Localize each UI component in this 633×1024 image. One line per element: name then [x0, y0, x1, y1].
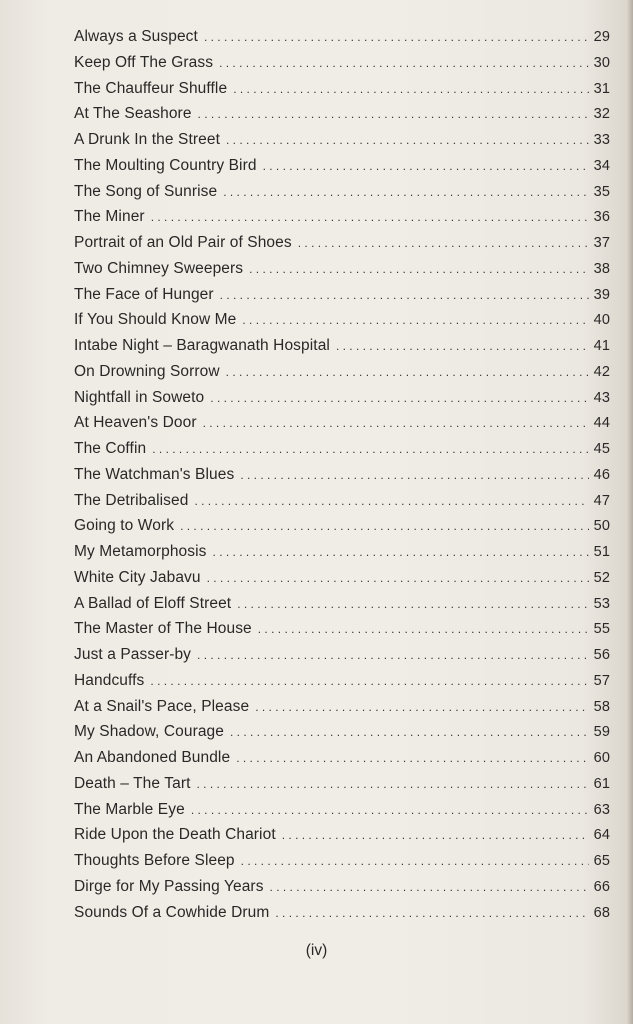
toc-entry [74, 569, 610, 595]
dot-leader [282, 828, 589, 842]
dot-leader [207, 571, 589, 585]
entry-page-number: 31 [593, 80, 610, 97]
entry-title: On Drowning Sorrow [74, 362, 220, 380]
dot-leader [270, 880, 589, 894]
toc-entry [74, 672, 610, 698]
entry-title: At a Snail's Pace, Please [74, 697, 250, 715]
toc-entry [74, 105, 610, 131]
entry-title: White City Jabavu [74, 568, 201, 586]
entry-page-number: 52 [593, 569, 610, 586]
entry-page-number: 68 [593, 904, 610, 921]
entry-page-number: 41 [593, 338, 610, 354]
toc-entry [74, 286, 610, 312]
dot-leader [226, 133, 589, 147]
entry-page-number: 57 [593, 672, 610, 689]
entry-page-number: 66 [593, 878, 610, 895]
dot-leader [203, 416, 589, 430]
toc-entry [74, 208, 610, 234]
toc-entry [74, 517, 610, 543]
toc-entry [74, 852, 610, 878]
toc-entry [74, 723, 610, 749]
dot-leader [263, 159, 589, 173]
dot-leader [233, 82, 589, 96]
entry-title: The Watchman's Blues [74, 465, 235, 483]
toc-entry [74, 234, 610, 260]
entry-title: Nightfall in Soweto [74, 388, 205, 406]
toc-entry [74, 363, 610, 389]
toc-entry [74, 389, 610, 415]
dot-leader [197, 777, 590, 791]
entry-page-number: 64 [593, 827, 610, 844]
entry-title: The Miner [74, 208, 145, 226]
toc-entry [74, 878, 610, 904]
entry-page-number: 32 [593, 106, 610, 123]
entry-title: Sounds Of a Cowhide Drum [74, 903, 270, 921]
entry-title: Dirge for My Passing Years [74, 877, 264, 895]
entry-title: The Chauffeur Shuffle [74, 79, 228, 97]
entry-title: The Detribalised [74, 491, 189, 509]
toc-entry [74, 260, 610, 286]
entry-title: Death – The Tart [74, 774, 191, 792]
entry-page-number: 56 [593, 647, 610, 663]
entry-page-number: 43 [593, 389, 610, 406]
toc-entry [74, 492, 610, 518]
entry-page-number: 50 [593, 518, 610, 535]
entry-page-number: 55 [593, 621, 610, 638]
page-number: (iv) [305, 942, 328, 959]
entry-title: Always a Suspect [74, 28, 198, 45]
entry-page-number: 37 [593, 235, 610, 251]
entry-page-number: 61 [593, 775, 610, 792]
dot-leader [275, 906, 589, 920]
toc-entry [74, 904, 610, 930]
entry-title: Two Chimney Sweepers [74, 259, 244, 277]
entry-page-number: 35 [593, 183, 610, 200]
dot-leader [151, 210, 589, 224]
toc-entry [74, 466, 610, 492]
dot-leader [336, 339, 589, 353]
toc-entry [74, 311, 610, 337]
toc-entry [74, 54, 610, 80]
toc-entry [74, 826, 610, 852]
dot-leader [255, 700, 589, 714]
dot-leader [180, 519, 589, 533]
entry-title: The Coffin [74, 440, 147, 457]
dot-leader [226, 365, 589, 379]
entry-page-number: 60 [593, 750, 610, 766]
dot-leader [242, 313, 589, 327]
entry-page-number: 38 [593, 260, 610, 277]
dot-leader [240, 468, 589, 482]
entry-title: Thoughts Before Sleep [74, 852, 235, 869]
entry-page-number: 58 [593, 698, 610, 715]
entry-title: If You Should Know Me [74, 311, 237, 329]
toc-entry [74, 80, 610, 106]
entry-page-number: 33 [593, 132, 610, 148]
entry-title: Intabe Night – Baragwanath Hospital [74, 337, 330, 354]
entry-page-number: 44 [593, 415, 610, 432]
entry-page-number: 53 [593, 595, 610, 612]
entry-title: The Song of Sunrise [74, 182, 218, 200]
entry-page-number: 39 [593, 286, 610, 303]
dot-leader [220, 288, 589, 302]
entry-title: At The Seashore [74, 105, 192, 123]
entry-title: A Ballad of Eloff Street [74, 594, 232, 612]
toc-entry [74, 620, 610, 646]
entry-page-number: 46 [593, 466, 610, 483]
entry-title: The Moulting Country Bird [74, 156, 257, 174]
toc-entry [74, 440, 610, 466]
dot-leader [223, 185, 589, 199]
dot-leader [191, 803, 589, 817]
dot-leader [298, 236, 589, 250]
binding-shadow [627, 0, 633, 1024]
dot-leader [198, 107, 589, 121]
entry-page-number: 59 [593, 724, 610, 741]
entry-title: The Marble Eye [74, 800, 185, 818]
dot-leader [194, 494, 589, 508]
entry-page-number: 45 [593, 441, 610, 457]
toc-entry [74, 28, 610, 54]
toc-entry [74, 595, 610, 621]
entry-title: Going to Work [74, 517, 175, 535]
entry-title: My Metamorphosis [74, 543, 207, 560]
entry-title: Portrait of an Old Pair of Shoes [74, 234, 292, 251]
entry-page-number: 42 [593, 363, 610, 380]
toc-entry [74, 131, 610, 157]
entry-title: Keep Off The Grass [74, 53, 214, 71]
dot-leader [150, 674, 589, 688]
table-of-contents [74, 28, 610, 929]
dot-leader [237, 597, 589, 611]
dot-leader [219, 56, 589, 70]
entry-title: Ride Upon the Death Chariot [74, 826, 276, 844]
dot-leader [213, 545, 589, 559]
toc-entry [74, 646, 610, 672]
dot-leader [210, 391, 589, 405]
entry-title: At Heaven's Door [74, 414, 197, 432]
toc-entry [74, 749, 610, 775]
entry-page-number: 34 [593, 157, 610, 174]
entry-title: Handcuffs [74, 671, 145, 689]
dot-leader [241, 854, 589, 868]
dot-leader [249, 262, 589, 276]
toc-entry [74, 698, 610, 724]
dot-leader [230, 725, 589, 739]
entry-title: A Drunk In the Street [74, 131, 220, 148]
entry-page-number: 47 [593, 492, 610, 509]
toc-entry [74, 337, 610, 363]
toc-entry [74, 543, 610, 569]
dot-leader [204, 30, 589, 44]
toc-entry [74, 775, 610, 801]
toc-entry [74, 183, 610, 209]
entry-title: The Face of Hunger [74, 285, 214, 303]
entry-page-number: 65 [593, 853, 610, 869]
dot-leader [197, 648, 589, 662]
entry-title: Just a Passer-by [74, 646, 192, 663]
toc-entry [74, 414, 610, 440]
dot-leader [236, 751, 589, 765]
dot-leader [258, 622, 589, 636]
entry-title: The Master of The House [74, 620, 252, 638]
entry-page-number: 63 [593, 801, 610, 818]
toc-entry [74, 801, 610, 827]
entry-page-number: 40 [593, 312, 610, 329]
entry-title: My Shadow, Courage [74, 723, 224, 741]
entry-page-number: 30 [593, 54, 610, 71]
entry-page-number: 51 [593, 544, 610, 560]
dot-leader [152, 442, 589, 456]
toc-entry [74, 157, 610, 183]
entry-page-number: 29 [593, 29, 610, 45]
entry-title: An Abandoned Bundle [74, 749, 231, 766]
entry-page-number: 36 [593, 209, 610, 226]
